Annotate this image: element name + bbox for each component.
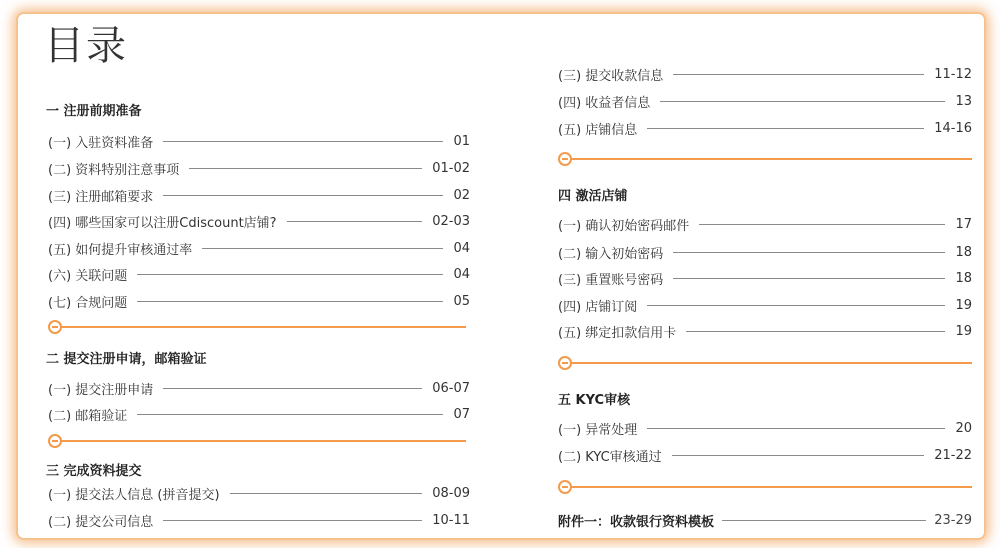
toc-entry-page: 01	[453, 133, 470, 149]
dotted-leader	[287, 221, 423, 222]
section-divider	[558, 356, 972, 370]
toc-entry-label: (二) 输入初始密码	[558, 246, 664, 262]
circle-marker-icon	[558, 480, 572, 494]
toc-entry-label: (一) 提交法人信息 (拼音提交)	[48, 487, 220, 503]
dotted-leader	[163, 388, 422, 389]
dotted-leader	[647, 305, 945, 306]
toc-entry[interactable]	[48, 132, 470, 150]
toc-entry-label: (二) 邮箱验证	[48, 408, 128, 424]
dotted-leader	[202, 248, 443, 249]
dotted-leader	[163, 195, 443, 196]
toc-entry[interactable]	[558, 296, 972, 314]
toc-entry[interactable]	[558, 419, 972, 437]
toc-entry-label: (三) 重置账号密码	[558, 272, 664, 288]
section-divider	[48, 320, 466, 334]
section-divider	[48, 434, 466, 448]
section-heading: 三 完成资料提交	[46, 464, 142, 479]
toc-entry[interactable]	[48, 405, 470, 423]
toc-page	[18, 14, 984, 538]
toc-entry-page: 19	[955, 323, 972, 339]
toc-entry[interactable]	[48, 186, 470, 204]
toc-entry-label: (一) 确认初始密码邮件	[558, 218, 690, 234]
toc-entry[interactable]	[48, 511, 470, 529]
toc-entry-label: (七) 合规问题	[48, 295, 128, 311]
toc-entry-label: (二) KYC审核通过	[558, 449, 662, 465]
toc-entry-label: (一) 异常处理	[558, 422, 638, 438]
toc-entry[interactable]	[558, 215, 972, 233]
toc-entry[interactable]	[558, 92, 972, 110]
toc-entry-label: (四) 收益者信息	[558, 95, 651, 111]
toc-entry-page: 10-11	[432, 512, 470, 528]
toc-entry[interactable]	[48, 239, 470, 257]
toc-entry-label: (三) 提交收款信息	[558, 68, 664, 84]
dotted-leader	[673, 278, 945, 279]
section-divider	[558, 480, 972, 494]
toc-entry-page: 14-16	[934, 120, 972, 136]
toc-entry[interactable]	[558, 446, 972, 464]
dotted-leader	[230, 493, 423, 494]
toc-entry-page: 21-22	[934, 447, 972, 463]
dotted-leader	[647, 428, 945, 429]
dotted-leader	[137, 414, 443, 415]
toc-entry-page: 17	[955, 216, 972, 232]
divider-line	[570, 362, 972, 364]
toc-entry-page: 04	[453, 240, 470, 256]
toc-entry-page: 02-03	[432, 213, 470, 229]
toc-entry-label: (二) 提交公司信息	[48, 514, 154, 530]
dotted-leader	[673, 74, 924, 75]
toc-entry-page: 08-09	[432, 485, 470, 501]
toc-entry-label: (一) 提交注册申请	[48, 382, 154, 398]
toc-entry-label: (四) 哪些国家可以注册Cdiscount店铺?	[48, 215, 277, 231]
dotted-leader	[163, 141, 443, 142]
section-heading: 五 KYC审核	[558, 393, 631, 408]
circle-marker-icon	[558, 152, 572, 166]
divider-line	[570, 158, 972, 160]
toc-entry-label: (五) 店铺信息	[558, 122, 638, 138]
dotted-leader	[699, 224, 945, 225]
toc-entry-page: 07	[453, 406, 470, 422]
divider-line	[60, 440, 466, 442]
dotted-leader	[189, 168, 422, 169]
dotted-leader	[672, 455, 925, 456]
dotted-leader	[137, 274, 443, 275]
toc-entry-page: 04	[453, 266, 470, 282]
toc-entry[interactable]	[48, 292, 470, 310]
circle-marker-icon	[48, 320, 62, 334]
toc-entry-page: 11-12	[934, 66, 972, 82]
toc-entry-label: (三) 注册邮箱要求	[48, 189, 154, 205]
toc-entry[interactable]	[48, 212, 470, 230]
toc-entry-page: 18	[955, 244, 972, 260]
dotted-leader	[660, 101, 945, 102]
toc-entry-page: 06-07	[432, 380, 470, 396]
toc-entry-page: 18	[955, 270, 972, 286]
dotted-leader	[722, 520, 926, 521]
toc-entry-page: 01-02	[432, 160, 470, 176]
toc-entry-label: (六) 关联问题	[48, 268, 128, 284]
section-heading: 一 注册前期准备	[46, 104, 142, 119]
section-heading: 二 提交注册申请，邮箱验证	[46, 352, 207, 367]
dotted-leader	[686, 331, 945, 332]
toc-entry[interactable]	[558, 269, 972, 287]
toc-entry-label: (二) 资料特别注意事项	[48, 162, 180, 178]
toc-entry-page: 02	[453, 187, 470, 203]
toc-entry[interactable]	[48, 265, 470, 283]
dotted-leader	[163, 520, 422, 521]
dotted-leader	[673, 252, 945, 253]
toc-entry-page: 19	[955, 297, 972, 313]
toc-entry-label: (一) 入驻资料准备	[48, 135, 154, 151]
toc-entry-label: (五) 绑定扣款信用卡	[558, 325, 677, 341]
appendix-entry[interactable]	[558, 511, 972, 529]
divider-line	[60, 326, 466, 328]
divider-line	[570, 486, 972, 488]
dotted-leader	[137, 301, 443, 302]
toc-entry-label: (五) 如何提升审核通过率	[48, 242, 193, 258]
toc-entry[interactable]	[48, 159, 470, 177]
toc-entry[interactable]	[558, 119, 972, 137]
toc-entry[interactable]	[558, 65, 972, 83]
section-heading: 四 激活店铺	[558, 189, 628, 204]
appendix-label: 附件一：收款银行资料模板	[558, 514, 715, 530]
toc-entry-page: 20	[955, 420, 972, 436]
toc-entry-label: (四) 店铺订阅	[558, 299, 638, 315]
circle-marker-icon	[558, 356, 572, 370]
toc-entry-page: 13	[955, 93, 972, 109]
circle-marker-icon	[48, 434, 62, 448]
page-title: 目录	[44, 23, 128, 69]
toc-entry[interactable]	[558, 322, 972, 340]
section-divider	[558, 152, 972, 166]
toc-entry[interactable]	[48, 484, 470, 502]
toc-entry[interactable]	[48, 379, 470, 397]
toc-entry-page: 05	[453, 293, 470, 309]
appendix-page: 23-29	[934, 512, 972, 528]
dotted-leader	[647, 128, 924, 129]
toc-entry[interactable]	[558, 243, 972, 261]
